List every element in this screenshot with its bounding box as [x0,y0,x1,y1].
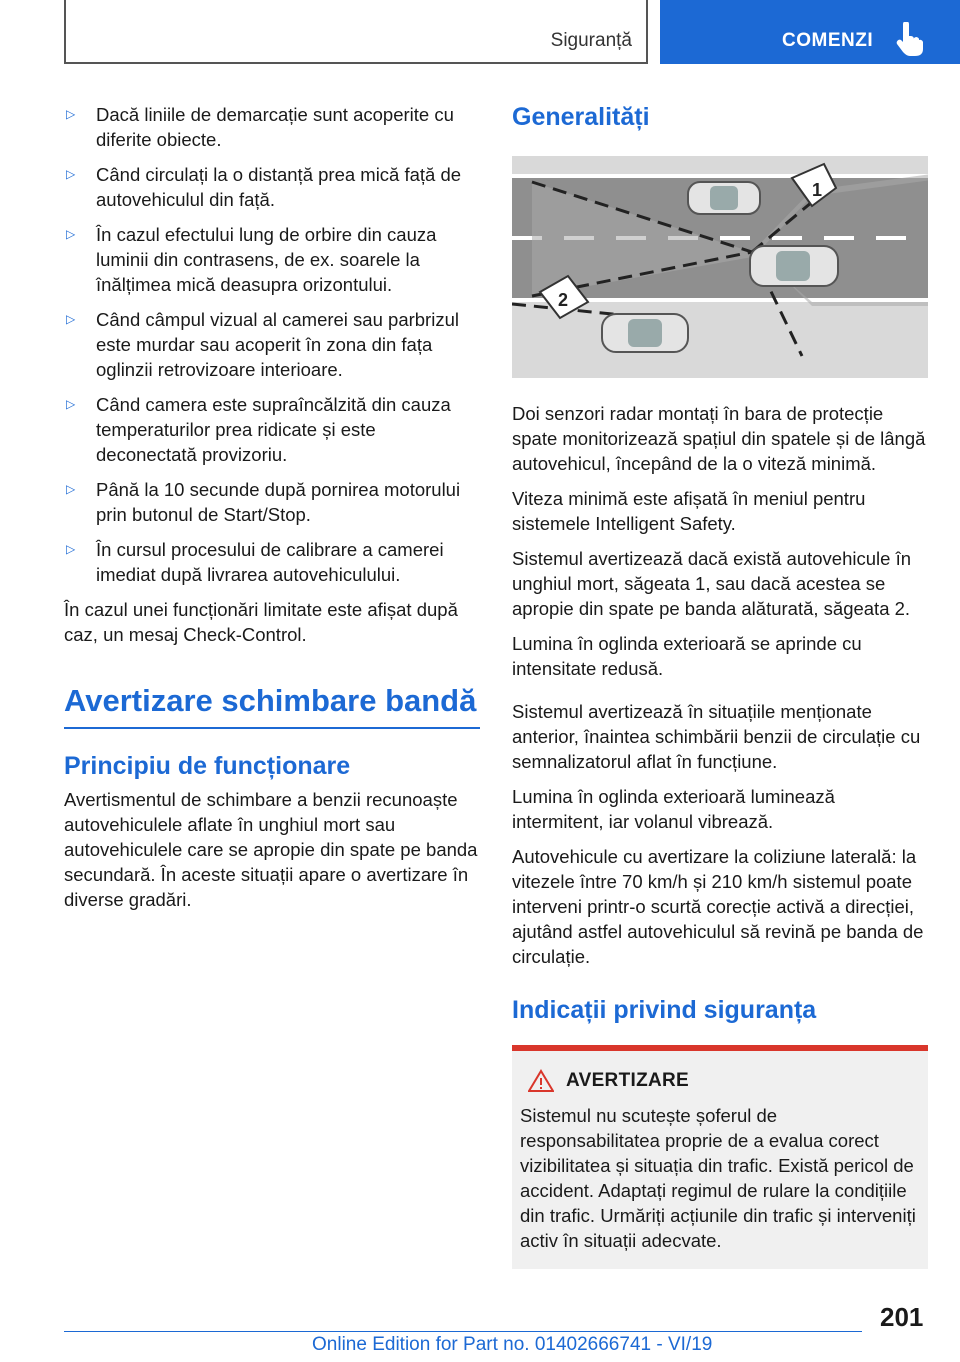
paragraph: Autovehicule cu avertizare la coliziune laterală: la vitezele între 70 km/h și 210 km/h sistemul poate interveni printr-o scurtă corecție activă a direcției, ajutând astfel autovehiculul să revină pe banda de circulație. [512,846,924,967]
section-heading-lane-change: Avertizare schimbare bandă [64,683,477,718]
lane-change-diagram [512,156,928,378]
warning-text: Sistemul nu scutește șoferul de responsabilitatea proprie de a evalua corect vizibilitatea și situația din trafic. Există pericol de accident. Adaptați regimul de rulare la condițiile din trafic. Urmăriți acțiunile din trafic și interveniți activ în situații adecvate. [520,1105,916,1251]
principle-paragraph: Avertismentul de schimbare a benzii recunoaște autovehiculele aflate în unghiul mort sau autovehiculele care se apropie din spate pe banda secundară. În aceste situații apare o avertizare în diverse gradări. [64,789,478,910]
paragraph: Sistemul avertizează dacă există autovehicule în unghiul mort, săgeata 1, sau dacă acestea se apropie din spate pe banda alăturată, săgeata 2. [512,548,911,619]
check-control-note: În cazul unei funcționări limitate este afișat după caz, un mesaj Check-Control. [64,599,458,645]
list-item: ▷ Când camera este supraîncălzită din cauza temperaturilor prea ridicate și este deconectată provizoriu. [66,394,451,465]
warning-box [512,1045,928,1269]
paragraph: Sistemul avertizează în situațiile menționate anterior, înaintea schimbării benzii de circulație cu semnalizatorul aflat în funcțiune. [512,701,921,772]
commands-tab-label: COMENZI [782,30,874,51]
triangle-bullet-icon: ▷ [66,227,76,241]
paragraph: Doi senzori radar montați în bara de protecție spate monitorizează spațiul din spatele și de lângă autovehicul, începând de la o viteză minimă. [512,403,926,474]
paragraph: Lumina în oglinda exterioară luminează intermitent, iar volanul vibrează. [512,786,835,832]
triangle-bullet-icon: ▷ [66,542,76,556]
warning-header [520,1069,920,1093]
list-item: ▷ În cursul procesului de calibrare a camerei imediat după livrarea autovehiculului. [66,539,444,585]
list-item: ▷ Dacă liniile de demarcație sunt acoperite cu diferite obiecte. [66,104,454,150]
paragraph: Viteza minimă este afișată în meniul pentru sistemele Intelligent Safety. [512,488,866,534]
pointing-hand-icon [894,22,924,56]
page-number: 201 [880,1302,924,1332]
edition-note: Online Edition for Part no. 01402666741 - VI/19 [312,1334,713,1355]
header-section-box [64,0,648,64]
list-item: ▷ Până la 10 secunde după pornirea motorului prin butonul de Start/Stop. [66,479,461,525]
warning-title: AVERTIZARE [566,1070,689,1091]
warning-triangle-icon [528,1069,554,1093]
svg-text:2: 2 [558,290,569,310]
right-column [512,102,928,1269]
list-item: ▷ În cazul efectului lung de orbire din cauza luminii din contrasens, de ex. soarele la înălțimea mică deasupra orizontului. [66,224,437,295]
list-item: ▷ Când circulați la o distanță prea mică față de autovehiculul din față. [66,164,462,210]
subheading-safety: Indicații privind siguranța [512,996,817,1024]
section-title: Siguranță [550,30,632,51]
left-column [64,102,480,922]
paragraph: Lumina în oglinda exterioară se aprinde cu intensitate redusă. [512,633,862,679]
car-icon [750,246,838,286]
car-icon [688,182,760,214]
list-item: ▷ Când câmpul vizual al camerei sau parbrizul este murdar sau acoperit în zona din fața oglinzii retrovizoare interioare. [66,309,459,380]
footer-divider [64,1331,862,1332]
subheading-principle: Principiu de funcționare [64,752,351,780]
triangle-bullet-icon: ▷ [66,312,76,326]
triangle-bullet-icon: ▷ [66,107,76,121]
heading-divider [64,727,480,729]
svg-text:1: 1 [812,180,823,200]
triangle-bullet-icon: ▷ [66,167,76,181]
car-icon [602,314,688,352]
triangle-bullet-icon: ▷ [66,397,76,411]
subheading-general: Generalități [512,103,650,131]
triangle-bullet-icon: ▷ [66,482,76,496]
commands-tab[interactable] [660,0,960,64]
